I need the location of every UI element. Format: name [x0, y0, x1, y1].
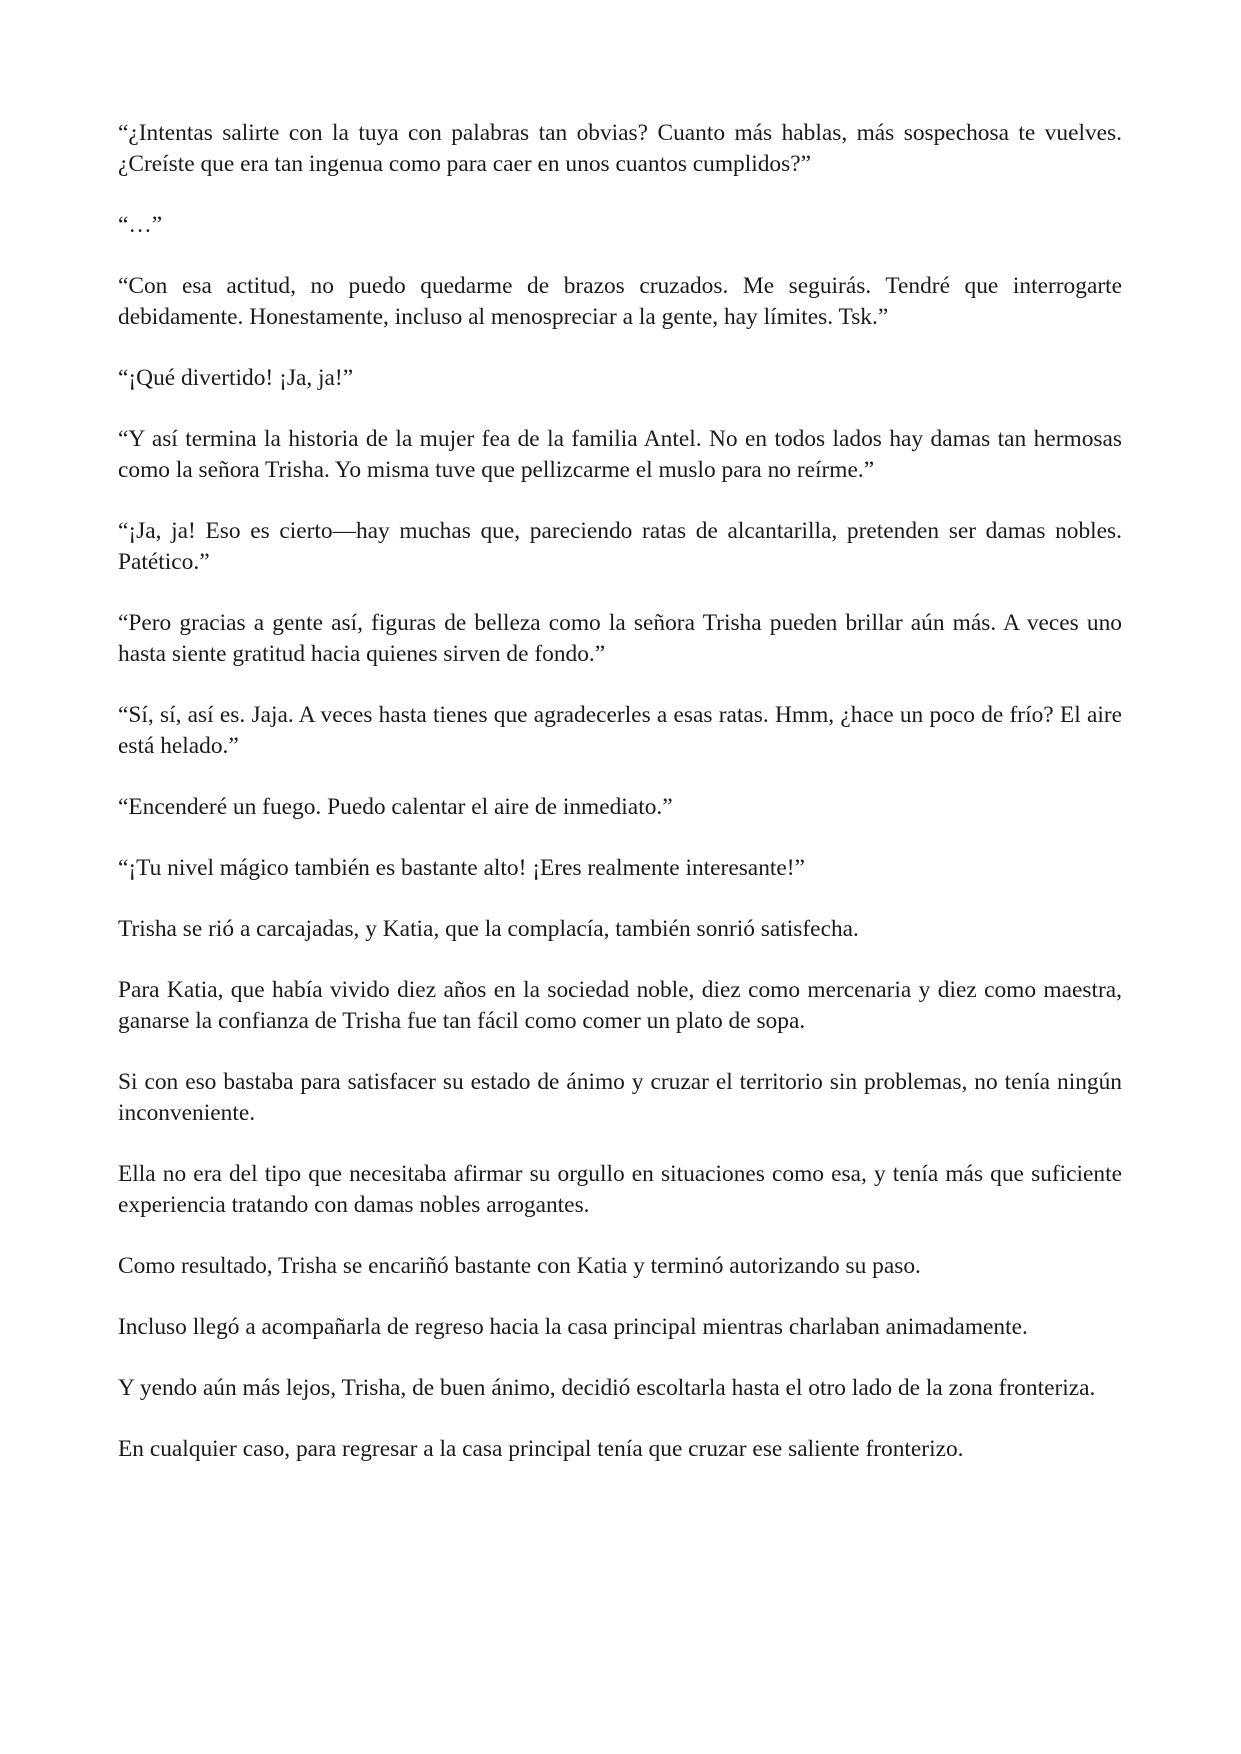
paragraph: Incluso llegó a acompañarla de regreso hacia la casa principal mientras charlaban animadamente.: [118, 1314, 1028, 1340]
paragraph: Y yendo aún más lejos, Trisha, de buen ánimo, decidió escoltarla hasta el otro lado de la zona fronteriza.: [118, 1375, 1096, 1401]
paragraph: “…”: [118, 212, 163, 238]
paragraph: “Y así termina la historia de la mujer fea de la familia Antel. No en todos lados hay damas tan hermosas como la señora Trisha. Yo misma tuve que pellizcarme el muslo para no reírme.”: [118, 426, 1122, 483]
paragraph: En cualquier caso, para regresar a la casa principal tenía que cruzar ese saliente fronterizo.: [118, 1436, 964, 1462]
paragraph: “¡Ja, ja! Eso es cierto—hay muchas que, pareciendo ratas de alcantarilla, pretenden ser damas nobles. Patético.”: [118, 518, 1122, 575]
paragraph: Si con eso bastaba para satisfacer su estado de ánimo y cruzar el territorio sin problemas, no tenía ningún inconveniente.: [118, 1069, 1122, 1126]
paragraph: “Sí, sí, así es. Jaja. A veces hasta tienes que agradecerles a esas ratas. Hmm, ¿hace un poco de frío? El aire está helado.”: [118, 702, 1122, 759]
paragraph: “Pero gracias a gente así, figuras de belleza como la señora Trisha pueden brillar aún más. A veces uno hasta siente gratitud hacia quienes sirven de fondo.”: [118, 610, 1122, 667]
paragraph: “Con esa actitud, no puedo quedarme de brazos cruzados. Me seguirás. Tendré que interrogarte debidamente. Honestamente, incluso al menospreciar a la gente, hay límites. Tsk.”: [118, 273, 1122, 330]
text-body: [118, 118, 1122, 1495]
paragraph: Para Katia, que había vivido diez años en la sociedad noble, diez como mercenaria y diez como maestra, ganarse la confianza de Trisha fue tan fácil como comer un plato de sopa.: [118, 977, 1122, 1034]
paragraph: “¡Qué divertido! ¡Ja, ja!”: [118, 365, 354, 391]
paragraph: Ella no era del tipo que necesitaba afirmar su orgullo en situaciones como esa, y tenía más que suficiente experiencia tratando con damas nobles arrogantes.: [118, 1161, 1122, 1218]
paragraph: “¡Tu nivel mágico también es bastante alto! ¡Eres realmente interesante!”: [118, 855, 805, 881]
paragraph: “¿Intentas salirte con la tuya con palabras tan obvias? Cuanto más hablas, más sospechosa te vuelves. ¿Creíste que era tan ingenua como para caer en unos cuantos cumplidos?”: [118, 120, 1122, 177]
paragraph: Trisha se rió a carcajadas, y Katia, que la complacía, también sonrió satisfecha.: [118, 916, 859, 942]
paragraph: Como resultado, Trisha se encariñó bastante con Katia y terminó autorizando su paso.: [118, 1253, 921, 1279]
paragraph: “Encenderé un fuego. Puedo calentar el aire de inmediato.”: [118, 794, 673, 820]
